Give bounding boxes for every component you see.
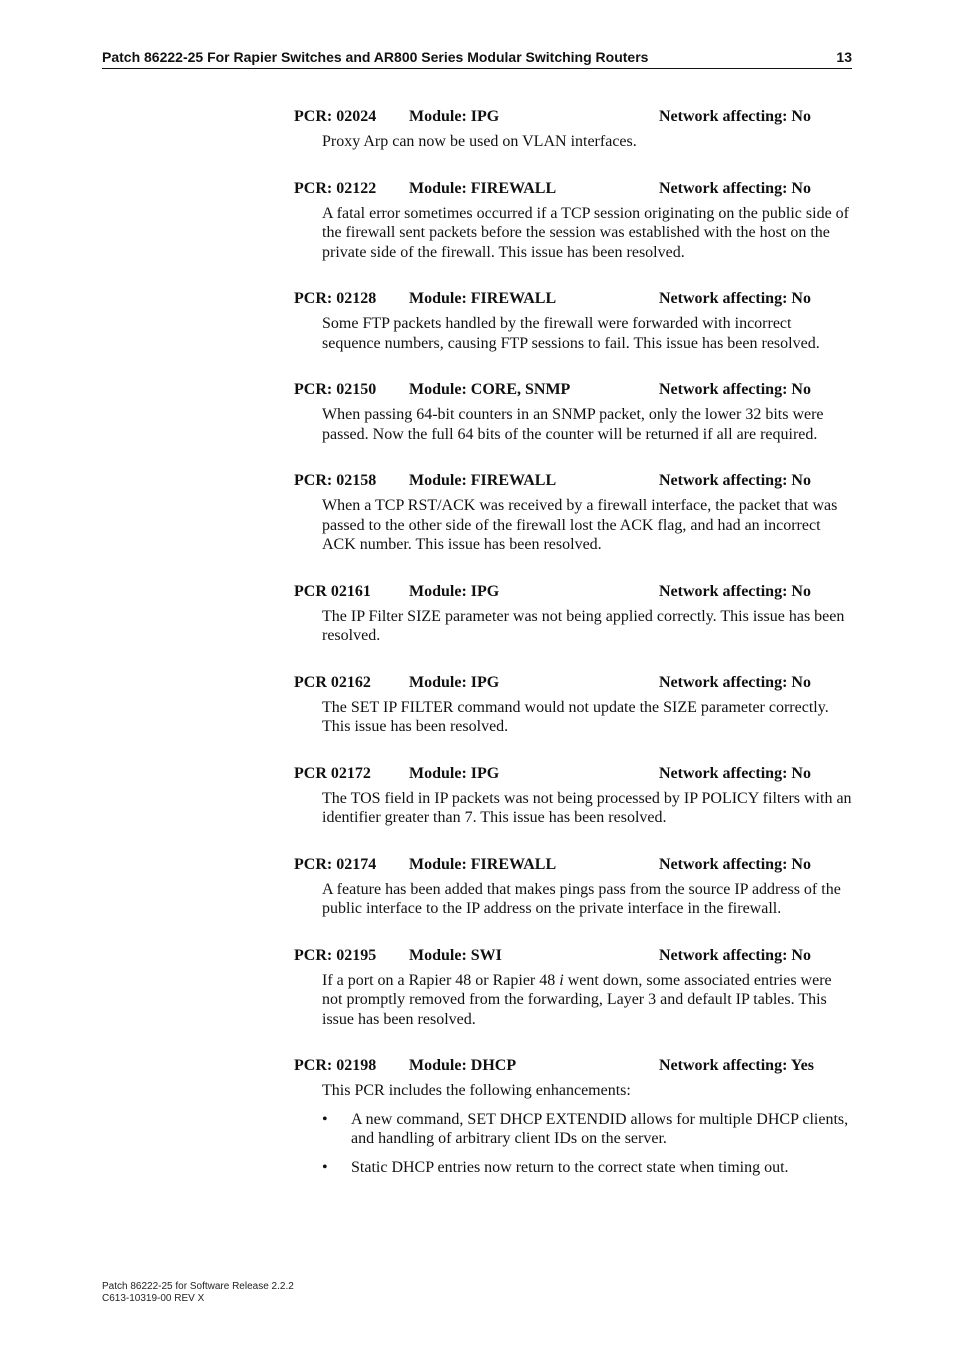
pcr-number: PCR: 02195: [294, 946, 377, 964]
pcr-description: Proxy Arp can now be used on VLAN interfaces.: [322, 133, 637, 150]
pcr-number: PCR: 02024: [294, 108, 377, 125]
pcr-number: PCR 02172: [294, 764, 371, 782]
pcr-heading: [294, 286, 854, 312]
pcr-module: Module: FIREWALL: [409, 290, 557, 307]
enhancement-list: [322, 1110, 854, 1178]
pcr-module: Module: FIREWALL: [409, 472, 557, 489]
pcr-description: The TOS field in IP packets was not being processed by IP POLICY filters with an identifier greater than 7. This issue has been resolved.: [322, 789, 852, 826]
pcr-number: PCR: 02128: [294, 290, 377, 307]
pcr-description: This PCR includes the following enhancements:: [322, 1082, 631, 1099]
pcr-module: Module: SWI: [409, 946, 502, 964]
description-italic-text: i: [559, 971, 564, 989]
pcr-network-affecting: Network affecting: No: [659, 764, 811, 782]
pcr-network-affecting: Network affecting: No: [659, 381, 811, 398]
pcr-heading: [294, 670, 854, 696]
pcr-module: Module: IPG: [409, 108, 500, 125]
pcr-description: The SET IP FILTER command would not update the SIZE parameter correctly. This issue has been resolved.: [322, 698, 829, 735]
pcr-number: PCR: 02174: [294, 855, 377, 873]
pcr-network-affecting: Network affecting: No: [659, 582, 811, 600]
pcr-module: Module: IPG: [409, 673, 500, 691]
description-text: went down, some associated entries were not promptly removed from the forwarding, Layer 3 and default IP tables. This issue has been resolved.: [322, 971, 832, 1028]
list-item-text: Static DHCP entries now return to the correct state when timing out.: [351, 1158, 789, 1176]
pcr-module: Module: FIREWALL: [409, 855, 557, 873]
pcr-heading: [294, 468, 854, 494]
release-notes-body: [294, 104, 854, 1186]
pcr-heading: [294, 176, 854, 202]
pcr-description: When passing 64-bit counters in an SNMP packet, only the lower 32 bits were passed. Now the full 64 bits of the counter will be returned if all are required.: [322, 406, 824, 443]
pcr-network-affecting: Network affecting: No: [659, 472, 811, 489]
pcr-entry: [294, 579, 854, 646]
pcr-heading: [294, 852, 854, 878]
pcr-description: A fatal error sometimes occurred if a TCP session originating on the public side of the firewall sent packets before the session was established with the host on the private side of the firewall. This issue has been resolved.: [322, 204, 849, 261]
pcr-heading: [294, 761, 854, 787]
pcr-network-affecting: Network affecting: No: [659, 179, 811, 197]
pcr-entry: [294, 852, 854, 919]
pcr-network-affecting: Network affecting: No: [659, 673, 811, 691]
pcr-heading: [294, 377, 854, 403]
pcr-heading: [294, 1053, 854, 1079]
pcr-number: PCR: 02122: [294, 179, 377, 197]
pcr-entry: [294, 1053, 854, 1177]
pcr-entry: [294, 670, 854, 737]
pcr-module: Module: FIREWALL: [409, 179, 557, 197]
pcr-number: PCR: 02198: [294, 1057, 377, 1074]
pcr-network-affecting: Network affecting: Yes: [659, 1057, 814, 1074]
list-item-text: A new command, SET DHCP EXTENDID allows for multiple DHCP clients, and handling of arbitrary client IDs on the server.: [351, 1110, 849, 1147]
pcr-description: A feature has been added that makes pings pass from the source IP address of the public interface to the IP address on the private interface in the firewall.: [322, 880, 841, 917]
pcr-heading: [294, 579, 854, 605]
pcr-entry: [294, 176, 854, 263]
pcr-description: When a TCP RST/ACK was received by a firewall interface, the packet that was passed to the other side of the firewall lost the ACK flag, and had an incorrect ACK number. This issue has been resolved.: [322, 497, 838, 553]
pcr-module: Module: DHCP: [409, 1057, 517, 1074]
list-item: [322, 1110, 854, 1149]
list-item: [322, 1158, 854, 1178]
pcr-entry: [294, 468, 854, 555]
pcr-entry: [294, 104, 854, 152]
page-footer: [102, 1281, 294, 1305]
pcr-description: Some FTP packets handled by the firewall were forwarded with incorrect sequence numbers, causing FTP sessions to fail. This issue has been resolved.: [322, 315, 820, 352]
pcr-network-affecting: Network affecting: No: [659, 290, 811, 307]
pcr-entry: [294, 286, 854, 353]
pcr-network-affecting: Network affecting: No: [659, 108, 811, 125]
pcr-heading: [294, 943, 854, 969]
pcr-module: Module: IPG: [409, 764, 500, 782]
pcr-number: PCR 02161: [294, 582, 371, 600]
bullet-icon: •: [322, 1158, 328, 1176]
pcr-network-affecting: Network affecting: No: [659, 855, 811, 873]
description-text: If a port on a Rapier 48 or Rapier 48: [322, 971, 560, 989]
bullet-icon: •: [322, 1110, 328, 1128]
pcr-number: PCR: 02150: [294, 381, 377, 398]
pcr-entry: [294, 761, 854, 828]
footer-doc-number: C613-10319-00 REV X: [102, 1293, 205, 1304]
pcr-entry: [294, 943, 854, 1030]
footer-release: Patch 86222-25 for Software Release 2.2.2: [102, 1281, 294, 1292]
pcr-number: PCR 02162: [294, 673, 371, 691]
pcr-description: The IP Filter SIZE parameter was not being applied correctly. This issue has been resolved.: [322, 607, 845, 644]
pcr-module: Module: CORE, SNMP: [409, 381, 571, 398]
header-title: Patch 86222-25 For Rapier Switches and AR800 Series Modular Switching Routers: [102, 49, 649, 65]
pcr-module: Module: IPG: [409, 582, 500, 600]
pcr-entry: [294, 377, 854, 444]
pcr-network-affecting: Network affecting: No: [659, 946, 811, 964]
page-number: 13: [836, 49, 852, 65]
page-header: [102, 46, 852, 69]
pcr-description: [322, 971, 854, 1030]
pcr-heading: [294, 104, 854, 130]
pcr-number: PCR: 02158: [294, 472, 377, 489]
